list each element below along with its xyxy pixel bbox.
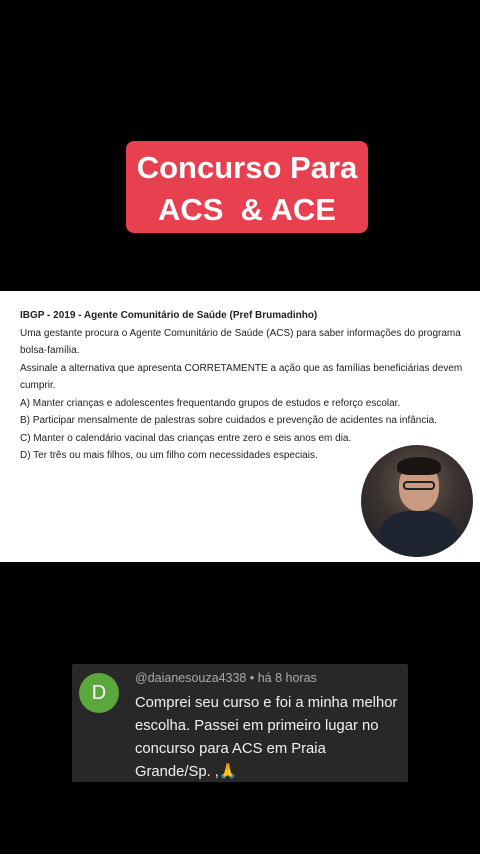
title-card: [126, 141, 368, 233]
question-text: [20, 307, 465, 465]
title-line-1: Concurso Para: [136, 150, 358, 185]
comment-meta: @daianesouza4338 • há 8 horas: [135, 671, 317, 685]
option-a: A) Manter crianças e adolescentes frequentando grupos de estudos e reforço escolar.: [20, 397, 401, 409]
question-stem: Uma gestante procura o Agente Comunitário de Saúde (ACS) para saber informações do programa bolsa-família.: [20, 327, 461, 356]
option-b: B) Participar mensalmente de palestras sobre cuidados e prevenção de acidentes na infância.: [20, 415, 437, 426]
presenter-body: [379, 511, 457, 557]
comment-text: Comprei seu curso e foi a minha melhor escolha. Passei em primeiro lugar no concurso para ACS em Praia Grande/Sp. ,🙏: [135, 695, 398, 780]
presenter-video-bubble: [361, 445, 473, 557]
question-instruction: Assinale a alternativa que apresenta CORRETAMENTE a ação que as famílias beneficiárias devem cumprir.: [20, 362, 463, 391]
presenter-hair: [397, 457, 441, 475]
presenter-glasses: [403, 481, 435, 490]
option-c: C) Manter o calendário vacinal das crianças entre zero e seis anos em dia.: [20, 432, 352, 444]
option-d: D) Ter três ou mais filhos, ou um filho com necessidades especiais.: [20, 450, 318, 461]
question-source: IBGP - 2019 - Agente Comunitário de Saúde (Pref Brumadinho): [20, 310, 318, 321]
comment-avatar[interactable]: D: [79, 673, 119, 713]
title-line-2: ACS & ACE: [158, 192, 336, 227]
